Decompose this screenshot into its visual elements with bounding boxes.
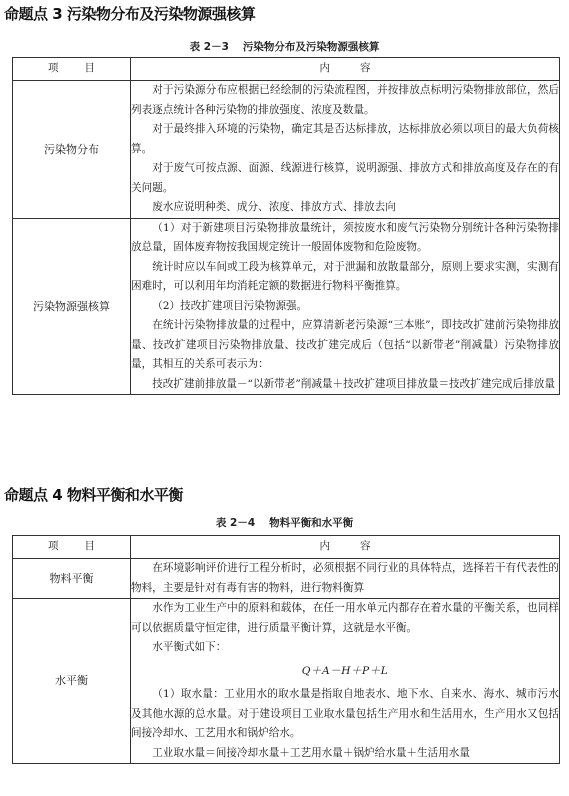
paragraph: 统计时应以车间或工段为核算单元，对于泄漏和放散量部分，原则上要求实测，实测有困难时，可以利用年均消耗定额的数据进行物料平衡推算。 <box>131 260 559 292</box>
section-heading-balance: 命题点 4 物料平衡和水平衡 <box>4 486 183 504</box>
paragraph: （2）技改扩建项目污染物源强。 <box>152 299 308 312</box>
header-content: 内容 <box>131 58 560 81</box>
row-label-material-balance: 物料平衡 <box>13 559 131 599</box>
table-row <box>13 559 560 599</box>
paragraph: 工业取水量＝间接冷却水量＋工艺用水量＋锅炉给水量＋生活用水量 <box>152 746 470 759</box>
table-header-row <box>13 58 560 81</box>
row-content-water-balance <box>131 599 560 764</box>
paragraph: 在统计污染物排放量的过程中，应算清新老污染源“三本账”，即技改扩建前污染物排放量、技改扩建项目污染物排放量、技改扩建完成后（包括“以新带老”削减量）污染物排放量，其相互的关系可表示为： <box>131 319 559 370</box>
table-caption-2-4 <box>0 515 569 530</box>
table-number: 表 2－3 <box>189 41 229 53</box>
pollutant-table <box>12 57 560 395</box>
table-row <box>13 81 560 219</box>
paragraph: （1）对于新建项目污染物排放量统计，须按废水和废气污染物分别统计各种污染物排放总量，固体废弃物按我国规定统计一般固体废物和危险废物。 <box>131 221 559 253</box>
table-caption-2-3 <box>0 39 569 54</box>
paragraph: 在环境影响评价进行工程分析时，必须根据不同行业的具体特点，选择若干有代表性的物料，主要是针对有毒有害的物料，进行物料衡算 <box>131 562 559 594</box>
water-balance-formula: Q＋A－H＋P＋L <box>301 664 389 677</box>
row-label-water-balance: 水平衡 <box>13 599 131 764</box>
header-item: 项目 <box>13 536 131 559</box>
row-content-distribution <box>131 81 560 219</box>
table-title: 物料平衡和水平衡 <box>269 517 354 529</box>
paragraph: （1）取水量：工业用水的取水量是指取自地表水、地下水、自来水、海水、城市污水及其他水源的总水量。对于建设项目工业取水量包括生产用水和生活用水，生产用水又包括间接冷却水、工艺用水和锅炉给水。 <box>131 688 559 739</box>
table-title: 污染物分布及污染物源强核算 <box>242 41 380 53</box>
paragraph: 水作为工业生产中的原料和载体，在任一用水单元内都存在着水量的平衡关系，也同样可以依据质量守恒定律，进行质量平衡计算，这就是水平衡。 <box>131 602 559 634</box>
paragraph: 技改扩建前排放量－“以新带老”削减量＋技改扩建项目排放量＝技改扩建完成后排放量 <box>152 377 555 390</box>
row-label-distribution: 污染物分布 <box>13 81 131 219</box>
table-header-row <box>13 536 560 559</box>
header-item: 项目 <box>13 58 131 81</box>
paragraph: 对于最终排入环境的污染物，确定其是否达标排放，达标排放必须以项目的最大负荷核算。 <box>131 123 559 155</box>
row-content-source-intensity <box>131 218 560 395</box>
balance-table <box>12 535 560 764</box>
row-content-material-balance <box>131 559 560 599</box>
paragraph: 水平衡式如下： <box>152 641 227 653</box>
table-number: 表 2－4 <box>215 517 256 529</box>
paragraph: 对于废气可按点源、面源、线源进行核算，说明源强、排放方式和排放高度及存在的有关问题。 <box>131 162 559 194</box>
table-row <box>13 218 560 395</box>
table-row <box>13 599 560 764</box>
paragraph: 对于污染源分布应根据已经绘制的污染流程图，并按排放点标明污染物排放部位，然后列表逐点统计各种污染物的排放强度、浓度及数量。 <box>131 84 559 116</box>
paragraph: 废水应说明种类、成分、浓度、排放方式、排放去向 <box>152 201 396 213</box>
section-heading-pollutant: 命题点 3 污染物分布及污染物源强核算 <box>4 5 256 23</box>
header-content: 内容 <box>131 536 560 559</box>
row-label-source-intensity: 污染物源强核算 <box>13 218 131 395</box>
